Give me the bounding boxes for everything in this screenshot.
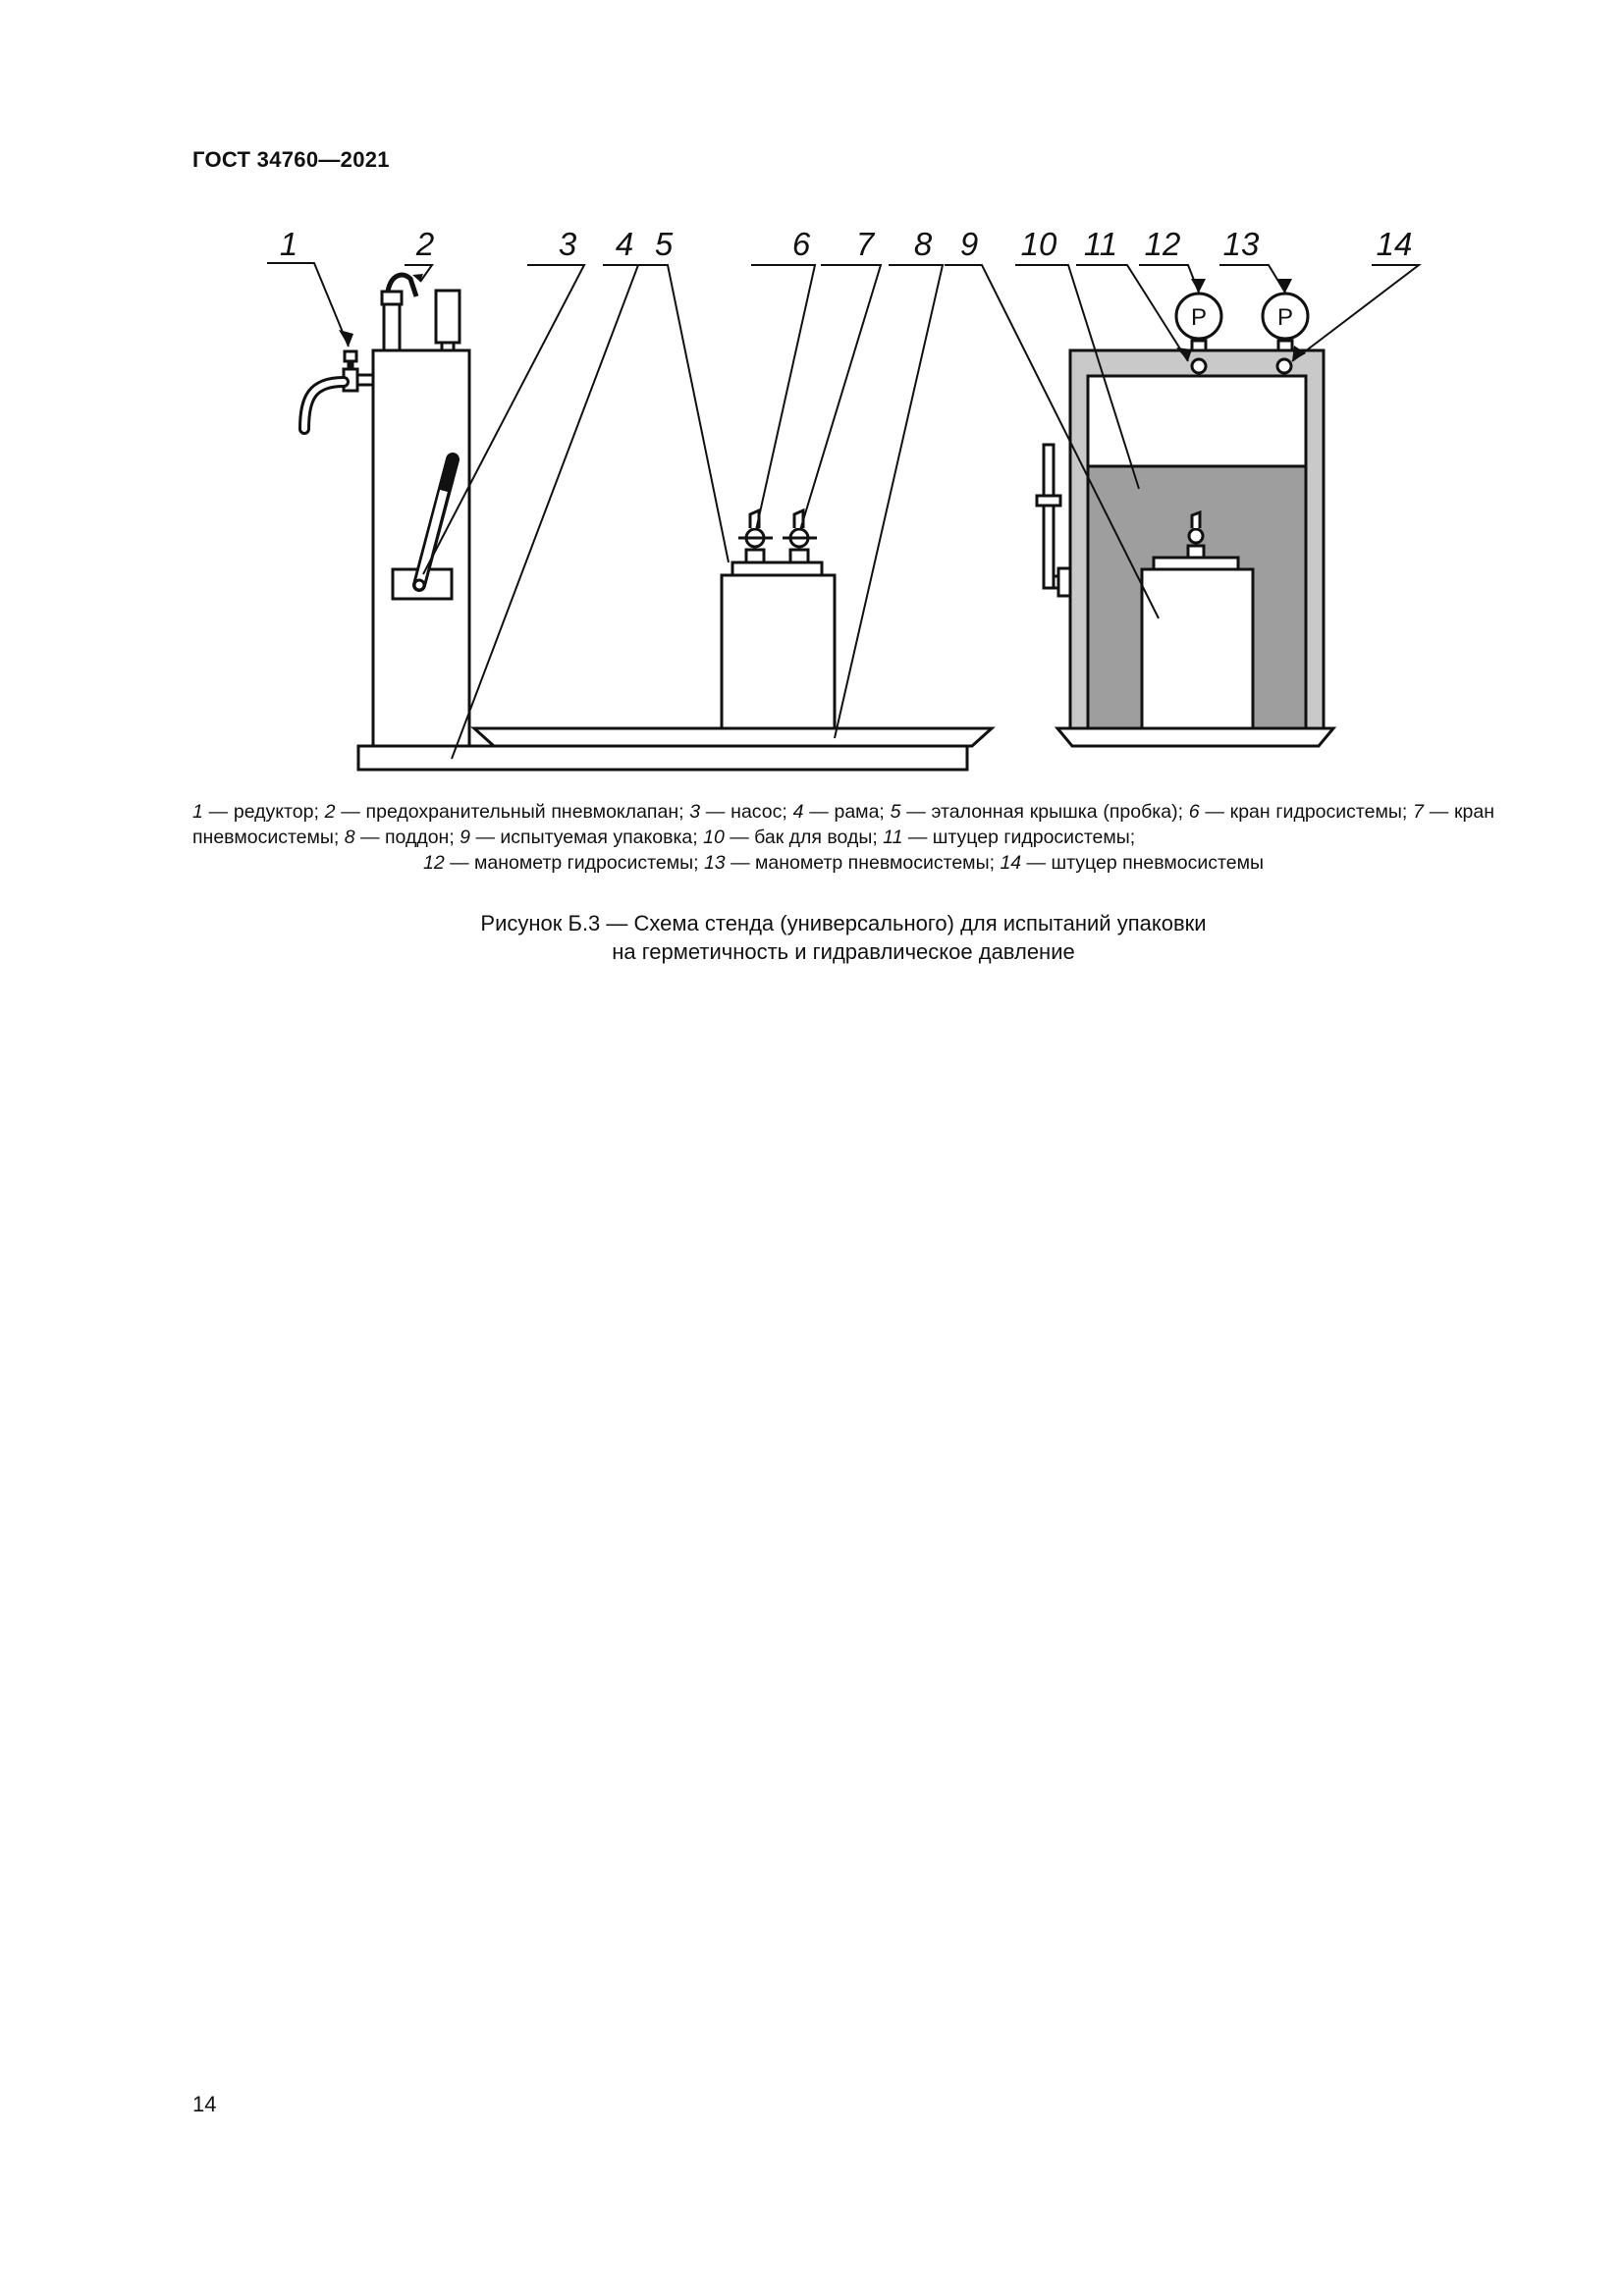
- legend-num: 4: [792, 801, 804, 823]
- legend-text: — испытуемая упаковка;: [470, 827, 704, 848]
- callout-10: 10: [1020, 226, 1057, 262]
- column-gauge: [436, 291, 460, 343]
- frame-base: [358, 746, 967, 770]
- legend-text: — бак для воды;: [724, 827, 884, 848]
- caption-line-1: Рисунок Б.3 — Схема стенда (универсального) для испытаний упаковки: [480, 911, 1207, 935]
- legend-num: 2: [324, 801, 336, 823]
- safety-valve-body: [384, 304, 400, 350]
- legend-num: 13: [703, 852, 726, 874]
- legend-text: — кран гидросистемы;: [1199, 801, 1414, 823]
- document-header: ГОСТ 34760—2021: [192, 147, 390, 172]
- legend-text: — кран пневмосистемы;: [192, 801, 1494, 848]
- legend-num: 7: [1413, 801, 1424, 823]
- callout-13: 13: [1222, 226, 1260, 262]
- tank-air: [1088, 376, 1306, 466]
- legend-text: — рама;: [803, 801, 891, 823]
- callout-7: 7: [855, 226, 875, 262]
- callout-12: 12: [1144, 226, 1181, 262]
- legend-num: 12: [422, 852, 445, 874]
- legend-text: — эталонная крышка (пробка);: [900, 801, 1189, 823]
- legend-text: — предохранительный пневмоклапан;: [335, 801, 690, 823]
- legend-text: — насос;: [700, 801, 793, 823]
- callout-4: 4: [615, 226, 634, 262]
- figure-legend: [192, 799, 1494, 876]
- page-number: 14: [192, 2092, 217, 2116]
- legend-num: 1: [192, 801, 203, 823]
- legend-text: — редуктор;: [202, 801, 325, 823]
- legend-text: — штуцер пневмосистемы: [1021, 852, 1265, 874]
- pump-column: [373, 350, 469, 746]
- figure-caption: [192, 909, 1494, 966]
- legend-num: 10: [703, 827, 725, 848]
- callout-1: 1: [279, 226, 298, 262]
- caption-line-2: на герметичность и гидравлическое давление: [612, 939, 1075, 964]
- callout-9: 9: [959, 226, 979, 262]
- legend-num: 6: [1188, 801, 1200, 823]
- right-tray: [1057, 728, 1333, 746]
- legend-text: — штуцер гидросистемы;: [902, 827, 1136, 848]
- package-right: [1142, 569, 1253, 728]
- tray: [474, 728, 992, 746]
- callout-11: 11: [1083, 226, 1118, 262]
- gauge-letter-pneumo: P: [1276, 304, 1294, 331]
- legend-num: 9: [460, 827, 471, 848]
- legend-text: — поддон;: [354, 827, 460, 848]
- callout-2: 2: [415, 226, 435, 262]
- legend-num: 8: [344, 827, 355, 848]
- gauge-letter-hydro: P: [1190, 304, 1208, 331]
- callout-14: 14: [1376, 226, 1413, 262]
- reducer-hose: [304, 382, 344, 429]
- reference-lid: [732, 562, 822, 575]
- legend-text: — манометр гидросистемы;: [444, 852, 704, 874]
- pneumo-fitting: [1277, 359, 1291, 373]
- callout-8: 8: [913, 226, 933, 262]
- callout-5: 5: [654, 226, 674, 262]
- package-left: [722, 575, 835, 728]
- legend-num: 14: [1000, 852, 1022, 874]
- legend-num: 11: [883, 827, 903, 848]
- callout-3: 3: [558, 226, 577, 262]
- callout-6: 6: [791, 226, 811, 262]
- legend-last-line: [192, 850, 1494, 876]
- hydro-fitting: [1192, 359, 1206, 373]
- legend-text: — манометр пневмосистемы;: [725, 852, 1001, 874]
- sight-glass: [1044, 445, 1054, 588]
- legend-num: 5: [890, 801, 901, 823]
- legend-num: 3: [689, 801, 701, 823]
